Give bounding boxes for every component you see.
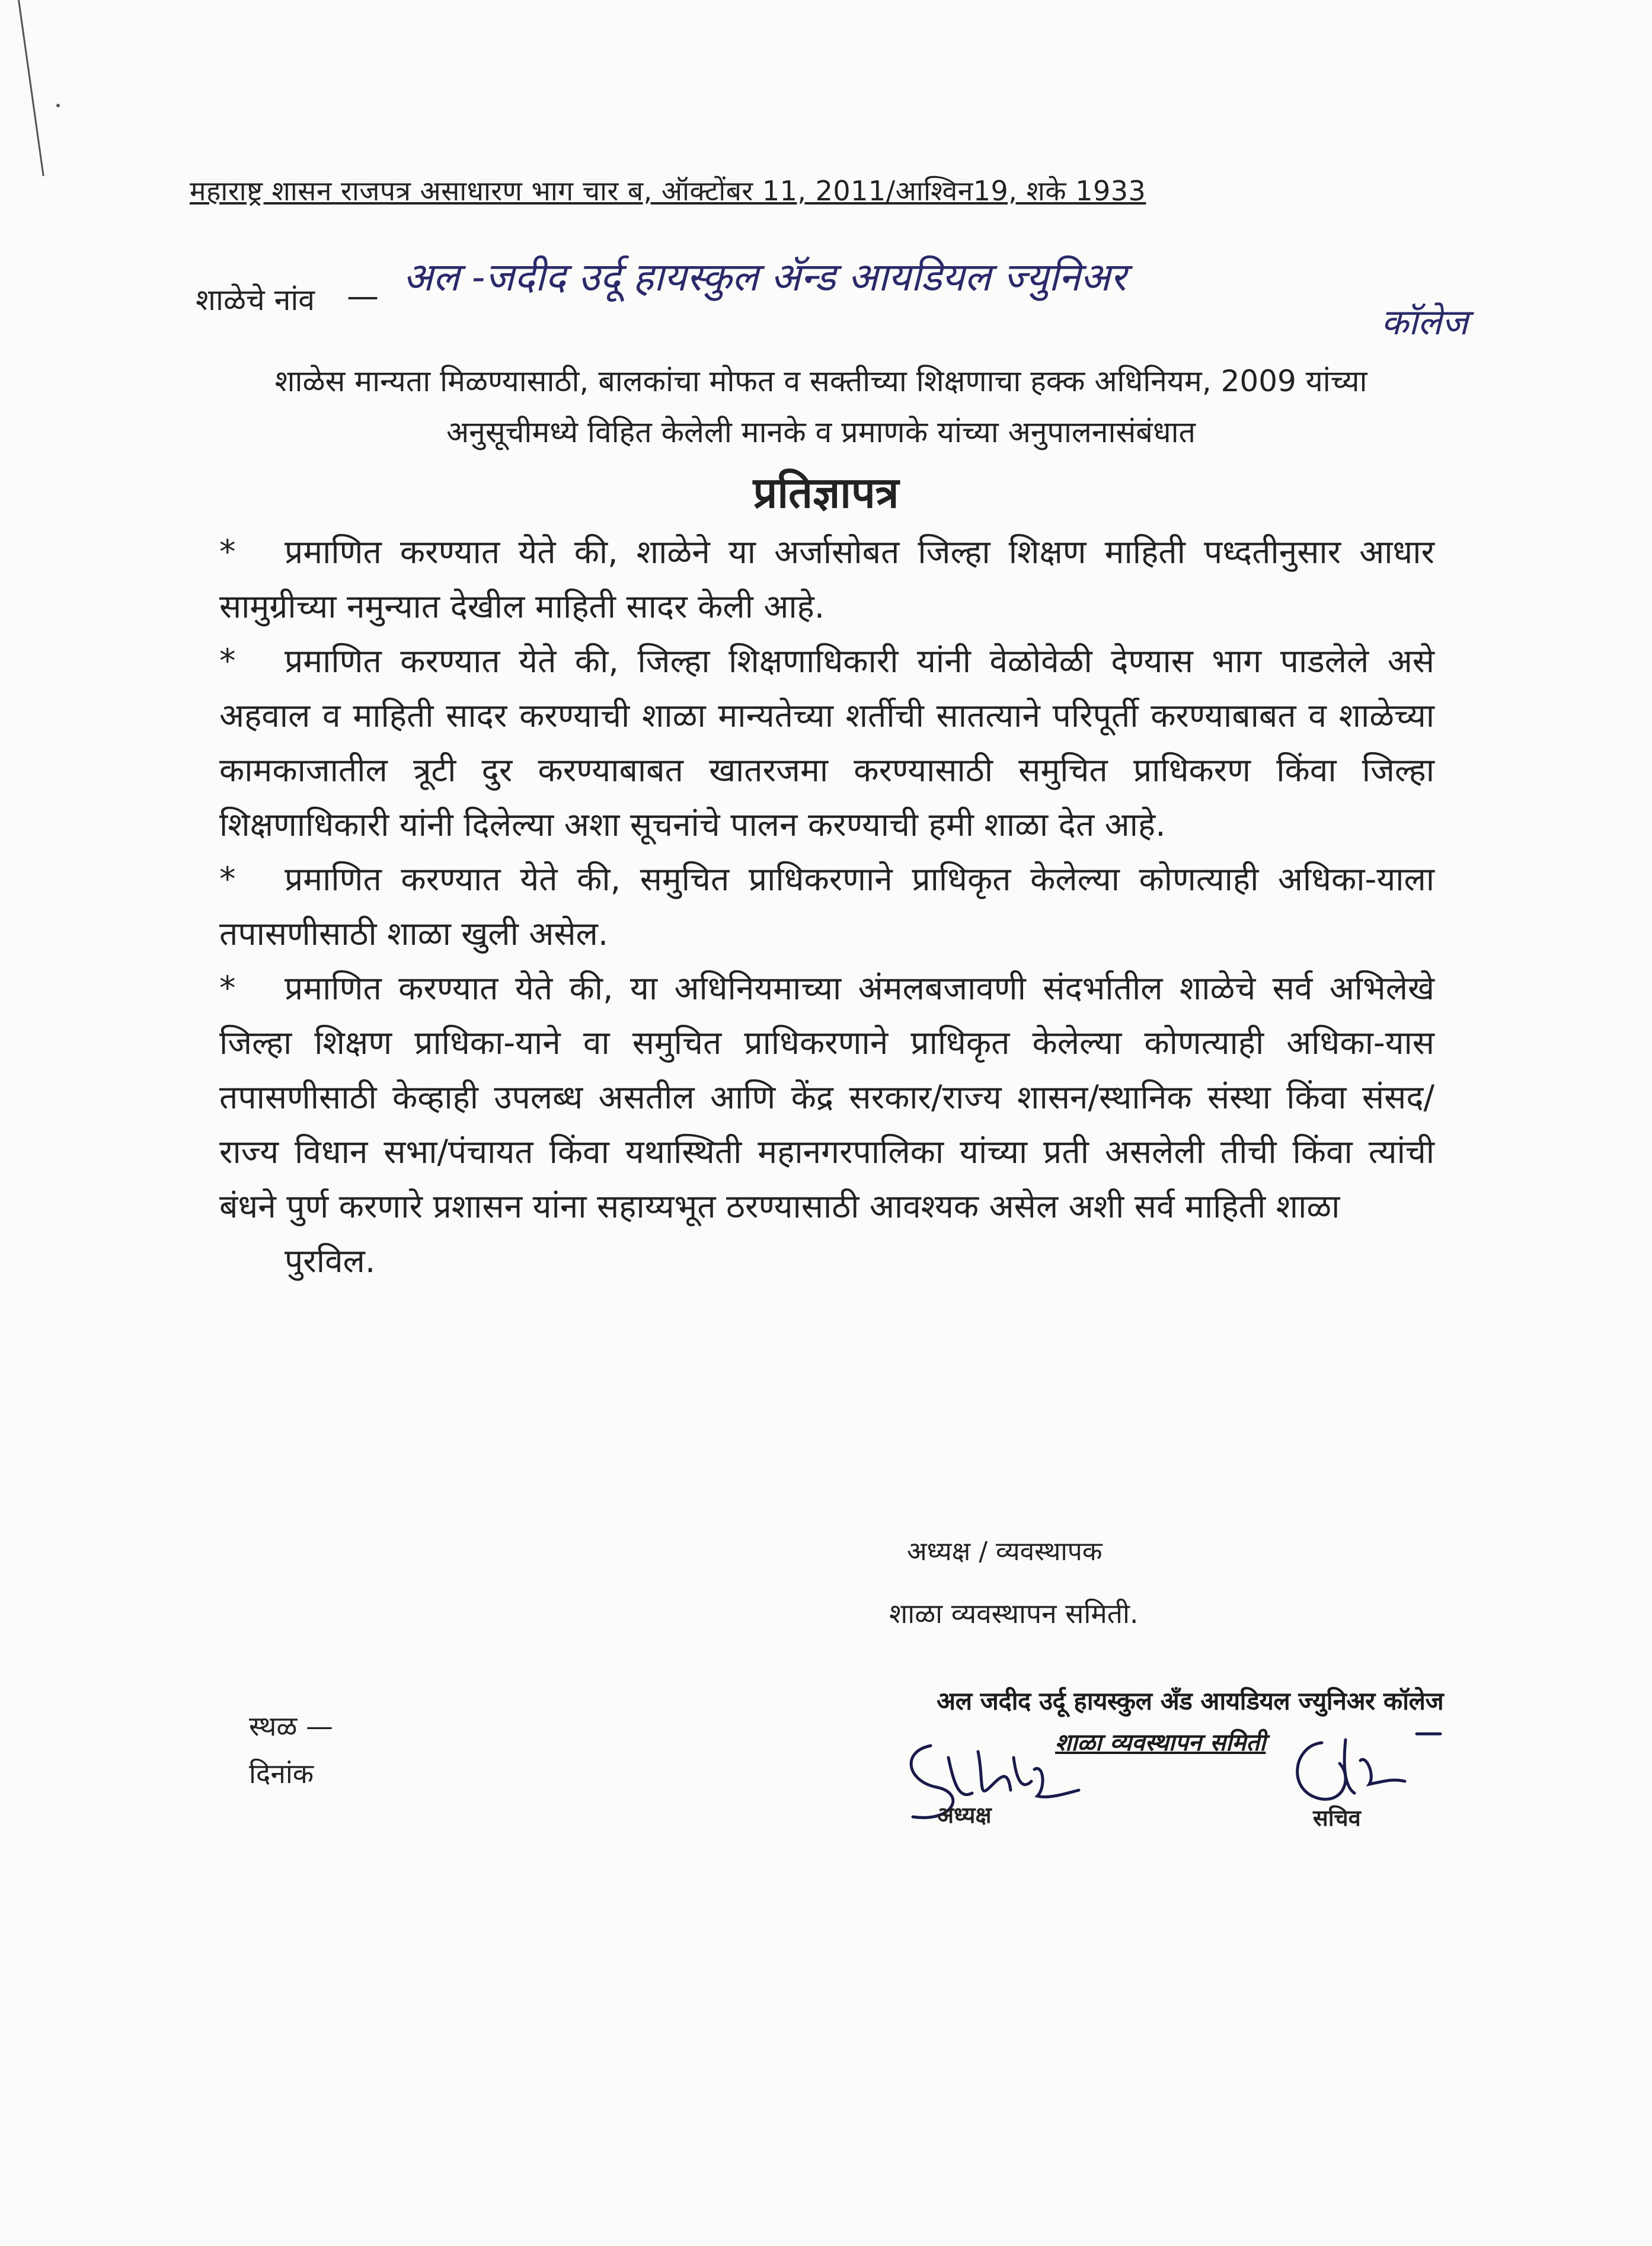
date-label: दिनांक — [249, 1758, 314, 1790]
bullet-star: * — [219, 969, 236, 1007]
closing-word: पुरविल. — [285, 1242, 376, 1280]
affidavit-clause — [219, 852, 1434, 961]
affidavit-clause — [219, 525, 1434, 634]
bullet-star: * — [219, 533, 236, 571]
place-label: स्थळ — — [249, 1710, 333, 1742]
clause-text: प्रमाणित करण्यात येते की, शाळेने या अर्जासोबत जिल्हा शिक्षण माहिती पध्दतीनुसार आधार सामुग्रीच्या नमुन्यात देखील माहिती सादर केली आहे. — [219, 533, 1434, 625]
page-title: प्रतिज्ञापत्र — [753, 468, 899, 517]
clause-text: प्रमाणित करण्यात येते की, समुचित प्राधिकरणाने प्राधिकृत केलेल्या कोणत्याही अधिका-याला तपासणीसाठी शाळा खुली असेल. — [219, 860, 1434, 953]
scan-speck — [56, 104, 60, 107]
gazette-header: महाराष्ट्र शासन राजपत्र असाधारण भाग चार ब, ऑक्टोंबर 11, 2011/आश्विन19, शके 1933 — [190, 175, 1146, 207]
bullet-star: * — [219, 860, 236, 898]
affidavit-clause — [219, 961, 1434, 1234]
school-name-label: शाळेचे नांव — [196, 283, 315, 317]
handwritten-school-name: अल -जदीद उर्दू हायस्कुल ॲन्ड आयडियल ज्युनिअर — [403, 254, 1126, 300]
affidavit-clause — [219, 634, 1434, 852]
president-label: अध्यक्ष — [937, 1802, 992, 1828]
subject-line-2: अनुसूचीमध्ये विहित केलेली मानके व प्रमाणके यांच्या अनुपालनासंबंधात — [446, 415, 1196, 449]
handwritten-school-name-continued: कॉलेज — [1381, 302, 1468, 343]
clause-text: प्रमाणित करण्यात येते की, या अधिनियमाच्या अंमलबजावणी संदर्भातील शाळेचे सर्व अभिलेखे जिल्हा शिक्षण प्राधिका-याने वा समुचित प्राधिकरणाने प्राधिकृत केलेल्या कोणत्याही अधिका-यास तपासणीसाठी केव्हाही उपलब्ध असतील आणि केंद्र सरकार/राज्य शासन/स्थानिक संस्था किंवा संसद/राज्य विधान सभा/पंचायत किंवा यथास्थिती महानगरपालिका यांच्या प्रती असलेली तीची किंवा त्यांची बंधने पुर्ण करणारे प्रशासन यांना सहाय्यभूत ठरण्यासाठी आवश्यक असेल अशी सर्व माहिती शाळा — [219, 969, 1434, 1225]
school-stamp-title: अल जदीद उर्दू हायस्कुल अँड आयडियल ज्युनिअर कॉलेज — [937, 1686, 1444, 1715]
bullet-star: * — [219, 642, 236, 680]
scan-edge-mark — [18, 0, 44, 176]
committee-name: शाळा व्यवस्थापन समिती. — [889, 1598, 1139, 1630]
signatory-role: अध्यक्ष / व्यवस्थापक — [907, 1536, 1103, 1567]
secretary-label: सचिव — [1313, 1805, 1361, 1831]
subject-line-1: शाळेस मान्यता मिळण्यासाठी, बालकांचा मोफत व सक्तीच्या शिक्षणाचा हक्क अधिनियम, 2009 यांच्या — [274, 364, 1367, 398]
affidavit-body — [219, 525, 1434, 1288]
subject-line — [178, 356, 1464, 458]
school-name-dash: — — [347, 277, 379, 315]
secretary-signature — [1280, 1728, 1446, 1817]
school-stamp-committee: शाळा व्यवस्थापन समिती — [1055, 1729, 1266, 1756]
clause-text: प्रमाणित करण्यात येते की, जिल्हा शिक्षणाधिकारी यांनी वेळोवेळी देण्यास भाग पाडलेले असे अहवाल व माहिती सादर करण्याची शाळा मान्यतेच्या शर्तीची सातत्याने परिपूर्ती करण्याबाबत व शाळेच्या कामकाजातील त्रूटी दुर करण्याबाबत खातरजमा करण्यासाठी समुचित प्राधिकरण किंवा जिल्हा शिक्षणाधिकारी यांनी दिलेल्या अशा सूचनांचे पालन करण्याची हमी शाळा देत आहे. — [219, 642, 1434, 844]
